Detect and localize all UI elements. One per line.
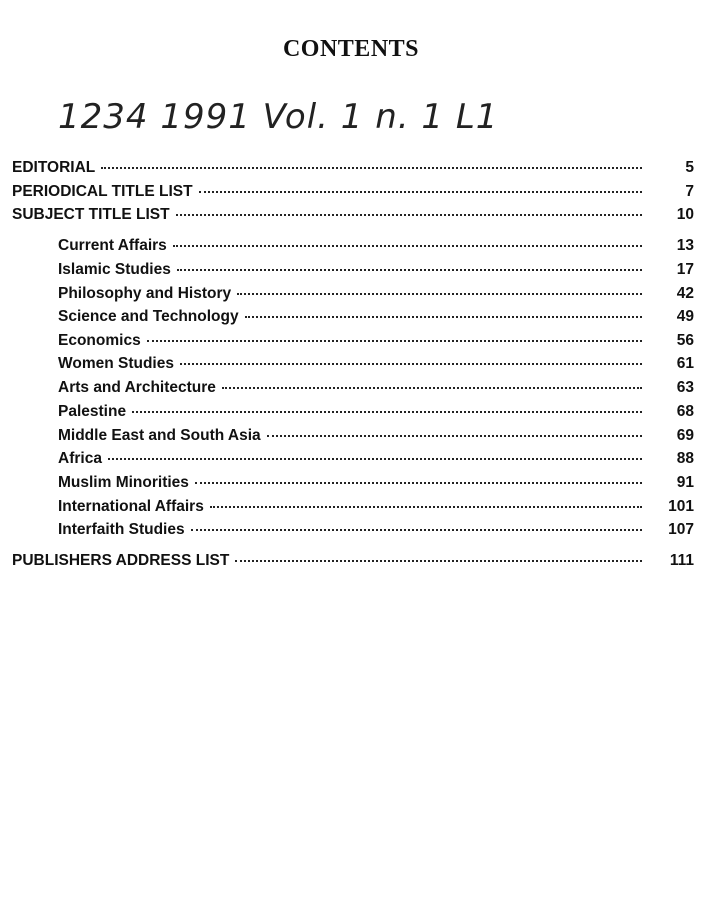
toc-entry-subject-title-list[interactable] bbox=[12, 205, 694, 225]
toc-entry-page: 7 bbox=[685, 183, 694, 200]
dot-leader bbox=[132, 411, 642, 413]
toc-entry-label: Africa bbox=[58, 450, 102, 467]
toc-entry-label: PERIODICAL TITLE LIST bbox=[12, 183, 193, 200]
dot-leader bbox=[237, 293, 642, 295]
dot-leader bbox=[222, 387, 642, 389]
toc-entry-label: PUBLISHERS ADDRESS LIST bbox=[12, 552, 230, 569]
toc-entry-page: 88 bbox=[676, 450, 694, 467]
dot-leader bbox=[177, 269, 642, 271]
toc-entry-page: 42 bbox=[676, 285, 694, 302]
handwritten-annotation-text: 1234 1991 Vol. 1 n. 1 L1 bbox=[58, 97, 499, 137]
toc-entry-page: 10 bbox=[676, 206, 694, 223]
dot-leader bbox=[101, 167, 642, 169]
toc-entry-africa[interactable] bbox=[58, 449, 694, 469]
toc-entry-page: 69 bbox=[676, 427, 694, 444]
toc-entry-editorial[interactable] bbox=[12, 158, 694, 178]
toc-entry-label: EDITORIAL bbox=[12, 159, 96, 176]
dot-leader bbox=[199, 191, 642, 193]
toc-entry-page: 111 bbox=[669, 552, 694, 569]
toc-entry-label: Science and Technology bbox=[58, 308, 239, 325]
toc-entry-label: Interfaith Studies bbox=[58, 521, 185, 538]
toc-entry-label: Women Studies bbox=[58, 355, 174, 372]
toc-entry-philosophy-and-history[interactable] bbox=[58, 284, 694, 304]
dot-leader bbox=[180, 363, 642, 365]
toc-entry-page: 13 bbox=[676, 237, 694, 254]
toc-entry-page: 56 bbox=[676, 332, 694, 349]
dot-leader bbox=[235, 560, 642, 562]
toc-entry-page: 61 bbox=[676, 355, 694, 372]
toc-entry-islamic-studies[interactable] bbox=[58, 260, 694, 280]
toc-entry-science-and-technology[interactable] bbox=[58, 307, 694, 327]
toc-entry-muslim-minorities[interactable] bbox=[58, 473, 694, 493]
toc-entry-label: SUBJECT TITLE LIST bbox=[12, 206, 170, 223]
toc-entry-page: 49 bbox=[676, 308, 694, 325]
page-title: CONTENTS bbox=[282, 36, 420, 62]
dot-leader bbox=[195, 482, 642, 484]
toc-entry-current-affairs[interactable] bbox=[58, 236, 694, 256]
toc-entry-label: Arts and Architecture bbox=[58, 379, 216, 396]
toc-entry-page: 63 bbox=[676, 379, 694, 396]
toc-entry-label: Current Affairs bbox=[58, 237, 167, 254]
dot-leader bbox=[245, 316, 642, 318]
toc-entry-label: Middle East and South Asia bbox=[58, 427, 261, 444]
toc-entry-interfaith-studies[interactable] bbox=[58, 520, 694, 540]
toc-entry-international-affairs[interactable] bbox=[58, 497, 694, 517]
toc-entry-periodical-title-list[interactable] bbox=[12, 182, 694, 202]
toc-entry-label: Palestine bbox=[58, 403, 127, 420]
toc-entry-page: 68 bbox=[676, 403, 694, 420]
toc-entry-page: 107 bbox=[668, 521, 694, 538]
dot-leader bbox=[147, 340, 642, 342]
dot-leader bbox=[108, 458, 642, 460]
toc-entry-palestine[interactable] bbox=[58, 402, 694, 422]
toc-entry-label: Economics bbox=[58, 332, 141, 349]
dot-leader bbox=[210, 506, 642, 508]
dot-leader bbox=[173, 245, 642, 247]
dot-leader bbox=[267, 435, 642, 437]
toc-entry-page: 91 bbox=[676, 474, 694, 491]
dot-leader bbox=[176, 214, 642, 216]
toc-entry-label: International Affairs bbox=[58, 498, 204, 515]
toc-entry-label: Islamic Studies bbox=[58, 261, 171, 278]
toc-entry-publishers-address-list[interactable] bbox=[12, 551, 694, 571]
toc-entry-arts-and-architecture[interactable] bbox=[58, 378, 694, 398]
handwritten-annotation bbox=[0, 92, 726, 140]
dot-leader bbox=[191, 529, 642, 531]
toc-entry-label: Philosophy and History bbox=[58, 285, 232, 302]
toc-entry-economics[interactable] bbox=[58, 331, 694, 351]
toc-entry-page: 101 bbox=[668, 498, 694, 515]
toc-entry-middle-east-and-south-asia[interactable] bbox=[58, 426, 694, 446]
toc-entry-label: Muslim Minorities bbox=[58, 474, 189, 491]
toc-entry-page: 17 bbox=[676, 261, 694, 278]
toc-entry-page: 5 bbox=[685, 159, 694, 176]
toc-entry-women-studies[interactable] bbox=[58, 354, 694, 374]
